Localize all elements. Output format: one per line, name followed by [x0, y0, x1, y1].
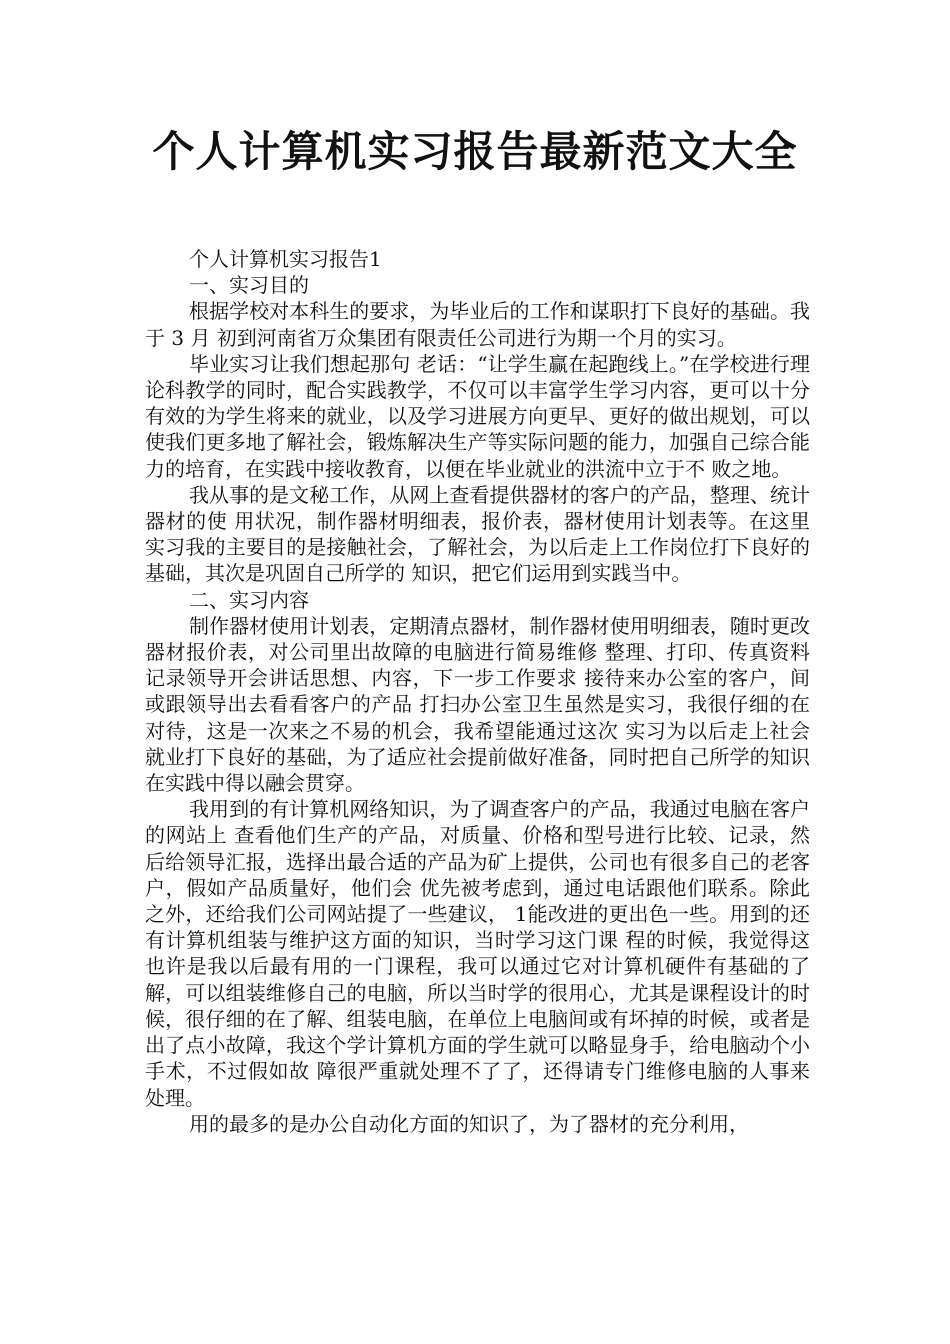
paragraph: 毕业实习让我们想起那句 老话：“让学生赢在起跑线上。”在学校进行理论科教学的同时，配合实践教学，不仅可以丰富学生学习内容，更可以十分有效的为学生将来的就业，以及学习进展方向更早、更好的做出规划，可以使我们更多地了解社会，锻炼解决生产等实际问题的能力，加强自己综合能力的培育，在实践中接收教育，以便在毕业就业的洪流中立于不 败之地。: [145, 351, 810, 481]
paragraph: 根据学校对本科生的要求，为毕业后的工作和谋职打下良好的基础。我于 3 月 初到河南省万众集团有限责任公司进行为期一个月的实习。: [145, 299, 810, 350]
section-heading-purpose: 一、实习目的: [189, 273, 309, 298]
section-heading-content: 二、实习内容: [189, 587, 309, 612]
document-title: 个人计算机实习报告最新范文大全: [152, 127, 798, 176]
report-subtitle: 个人计算机实习报告1: [189, 247, 382, 271]
paragraph: 我用到的有计算机网络知识，为了调查客户的产品，我通过电脑在客户的网站上 查看他们生产的产品，对质量、价格和型号进行比较、记录，然后给领导汇报，选择出最合适的产品为矿上提供，公司也有很多自己的老客户，假如产品质量好，他们会 优先被考虑到，通过电话跟他们联系。除此之外，还给我们公司网站提了一些建议， 1能改进的更出色一些。用到的还有计算机组装与维护这方面的知识，当时学习这门课 程的时候，我觉得这也许是我以后最有用的一门课程，我可以通过它对计算机硬件有基础的了解，可以组装维修自己的电脑，所以当时学的很用心，尤其是课程设计的时 候，很仔细的在了解、组装电脑，在单位上电脑间或有坏掉的时候，或者是出了点小故障，我这个学计算机方面的学生就可以略显身手，给电脑动个小手术，不过假如故 障很严重就处理不了了，还得请专门维修电脑的人事来处理。: [145, 797, 810, 1110]
paragraph: 我从事的是文秘工作，从网上查看提供器材的客户的产品，整理、统计器材的使 用状况，制作器材明细表，报价表，器材使用计划表等。在这里实习我的主要目的是接触社会，了解社会，为以后走上工作岗位打下良好的基础，其次是巩固自己所学的 知识，把它们运用到实践当中。: [145, 482, 810, 586]
paragraph: 制作器材使用计划表，定期清点器材，制作器材使用明细表，随时更改器材报价表，对公司里出故障的电脑进行简易维修 整理、打印、传真资料记录领导开会讲话思想、内容，下一步工作要求 接待来办公室的客户，间或跟领导出去看看客户的产品 打扫办公室卫生虽然是实习，我很仔细的在对待，这是一次来之不易的机会，我希望能通过这次 实习为以后走上社会就业打下良好的基础，为了适应社会提前做好准备，同时把自己所学的知识在实践中得以融会贯穿。: [145, 613, 810, 796]
document-body: [145, 246, 810, 1137]
paragraph: 用的最多的是办公自动化方面的知识了，为了器材的充分利用，: [189, 1111, 749, 1136]
